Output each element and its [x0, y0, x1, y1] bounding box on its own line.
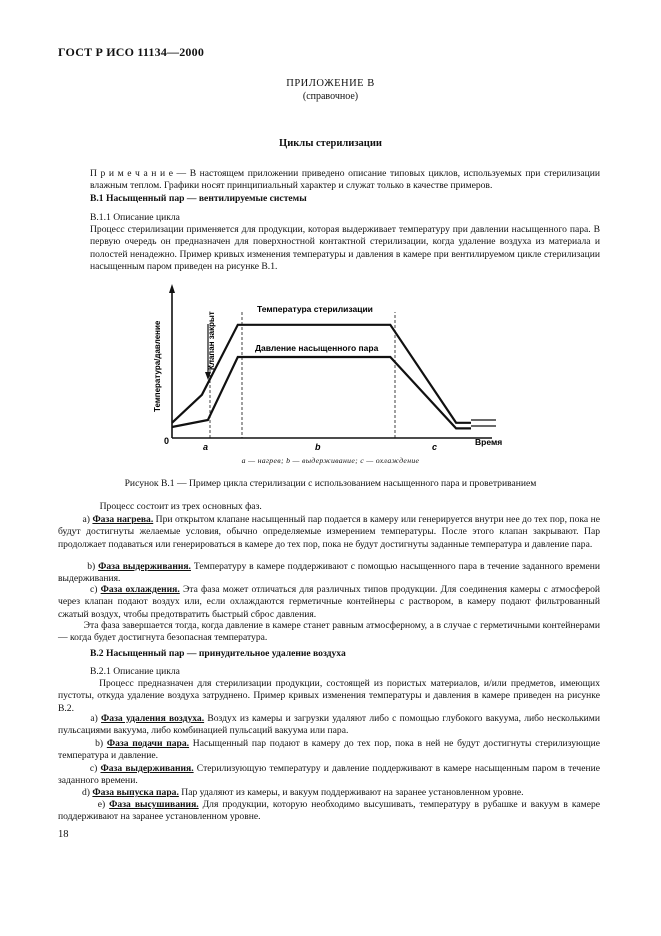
note-text: В настоящем приложении приведено описание типовых циклов, используемых при стерилизации влажным теплом. Графики носят принципиальный характер и служат только в качестве примеров.: [90, 168, 600, 192]
phase-c-label: c: [432, 442, 438, 452]
b2-d-label: d): [81, 787, 90, 798]
b2-d-paragraph: [58, 787, 600, 799]
b2-a-paragraph: [58, 713, 600, 738]
document-header: ГОСТ Р ИСО 11134—2000: [58, 45, 205, 59]
valve-closed-label: Клапан закрыт: [207, 311, 216, 370]
phase-a-title: Фаза нагрева.: [92, 514, 154, 525]
figure-caption: Рисунок В.1 — Пример цикла стерилизации с использованием насыщенного пара и проветриванием: [124, 478, 537, 489]
b2-heading: В.2 Насыщенный пар — принудительное удаление воздуха: [90, 648, 346, 659]
y-axis-arrow: [169, 284, 175, 293]
b2-b-text: Насыщенный пар подают в камеру до тех пор, пока в ней не будут достигнуты стерилизующие температура и давление.: [58, 738, 601, 762]
temperature-label: Температура стерилизации: [257, 304, 373, 314]
pressure-label: Давление насыщенного пара: [255, 343, 379, 353]
phase-end-text: Эта фаза завершается тогда, когда давление в камере станет равным атмосферному, а в случае с герметичными контейнерами — когда будет достигнута безопасная температура.: [58, 620, 601, 644]
b2-c-text: Стерилизующую температуру и давление поддерживают в камере насыщенным паром в течение заданного времени.: [58, 763, 601, 787]
b2-paragraph-text: Процесс предназначен для стерилизации продукции, состоящей из пористых материалов, и/или предметов, имеющих пустоты, откуда удаление воздуха затруднено. Пример кривых изменения температуры и давления в камере приведен на рисунке В.2.: [58, 678, 600, 714]
b1-heading: В.1 Насыщенный пар — вентилируемые системы: [90, 193, 307, 204]
b2-a-text: Воздух из камеры и загрузки удаляют либо с помощью глубокого вакуума, либо несколькими пульсациями вакуума, либо комбинацией пульсаций вакуума или пара.: [58, 713, 600, 737]
phase-c-item-label: c): [89, 584, 98, 595]
b2-b-title: Фаза подачи пара.: [106, 738, 190, 749]
x-axis-label: Время: [475, 437, 503, 447]
process-intro-text: Процесс состоит из трех основных фаз.: [99, 501, 262, 512]
section-title: Циклы стерилизации: [279, 138, 382, 149]
b1-paragraph: Процесс стерилизации применяется для продукции, которая выдерживает температуру при давлении насыщенного пара. В первую очередь он предназначен для поверхностной контактной стерилизации, когда удаление воздуха из материала и полостей ненадежно. Пример кривых изменения температуры и давления в камере при вентилируемом цикле стерилизации насыщенным паром приведен на рисунке В.1.: [90, 224, 600, 273]
appendix-note: (справочное): [302, 91, 359, 102]
b2-d-text: Пар удаляют из камеры, и вакуум поддерживают на заранее установленном уровне.: [178, 787, 524, 798]
appendix-title: ПРИЛОЖЕНИЕ В: [286, 78, 375, 89]
note-paragraph: [90, 168, 600, 193]
phase-b-item-label: b): [87, 561, 96, 572]
b2-a-label: a): [90, 713, 98, 724]
phase-a-item-label: a): [82, 514, 90, 525]
page-number: 18: [58, 829, 69, 840]
b2-b-label: b): [95, 738, 104, 749]
b2-subheading: В.2.1 Описание цикла: [90, 666, 180, 677]
phase-a-label: a: [203, 442, 209, 452]
b2-e-text: Для продукции, которую необходимо высушивать, температуру в рубашке и вакуум в камере поддерживают на заранее установленном уровне.: [58, 799, 601, 823]
b2-a-title: Фаза удаления воздуха.: [101, 713, 205, 724]
origin-label: 0: [164, 436, 170, 446]
note-label: П р и м е ч а н и е —: [90, 168, 187, 179]
phase-b-text: Температуру в камере поддерживают с помощью насыщенного пара в течение заданного времени выдерживания.: [58, 561, 601, 585]
b2-e-paragraph: [58, 799, 600, 824]
b2-e-title: Фаза высушивания.: [109, 799, 199, 810]
b2-c-label: c): [89, 763, 98, 774]
temperature-line: [172, 325, 471, 423]
phase-a-text: При открытом клапане насыщенный пар подается в камеру или генерируется внутри нее до тех пор, пока не будут достигнуты желаемые условия, обычно определяемые измерением температуры. После этого клапан закрывают. Пар продолжает подаваться или генерироваться в камере до тех пор, пока не будут достигнуты заданные температура и давление пара.: [58, 514, 600, 550]
phase-b-label: b: [315, 442, 321, 452]
b2-paragraph: [58, 678, 600, 715]
phase-b-title: Фаза выдерживания.: [98, 561, 191, 572]
phase-c-title: Фаза охлаждения.: [100, 584, 180, 595]
process-intro: [90, 501, 600, 513]
figure-legend: a — нагрев; b — выдерживание; c — охлаждение: [241, 456, 420, 465]
b2-b-paragraph: [58, 738, 600, 763]
b1-subheading: В.1.1 Описание цикла: [90, 212, 180, 223]
phase-b-paragraph: [58, 561, 600, 586]
b2-e-label: e): [97, 799, 106, 810]
b2-c-title: Фаза выдерживания.: [100, 763, 194, 774]
b2-c-paragraph: [58, 763, 600, 788]
phase-c-paragraph: [58, 584, 600, 621]
phase-a-paragraph: [58, 514, 600, 551]
phase-c-text: Эта фаза может отличаться для различных типов продукции. Для соединения камеры с атмосферой через клапан подают воздух или, если охлаждаются герметичные контейнеры с раствором, в камеру подают фильтрованный сжатый воздух, чтобы предотвратить быстрый сброс давления.: [58, 584, 600, 620]
b2-d-title: Фаза выпуска пара.: [92, 787, 179, 798]
phase-end-paragraph: [58, 620, 600, 645]
y-axis-label: Температура/давление: [153, 320, 162, 412]
sterilization-chart: [150, 284, 510, 454]
